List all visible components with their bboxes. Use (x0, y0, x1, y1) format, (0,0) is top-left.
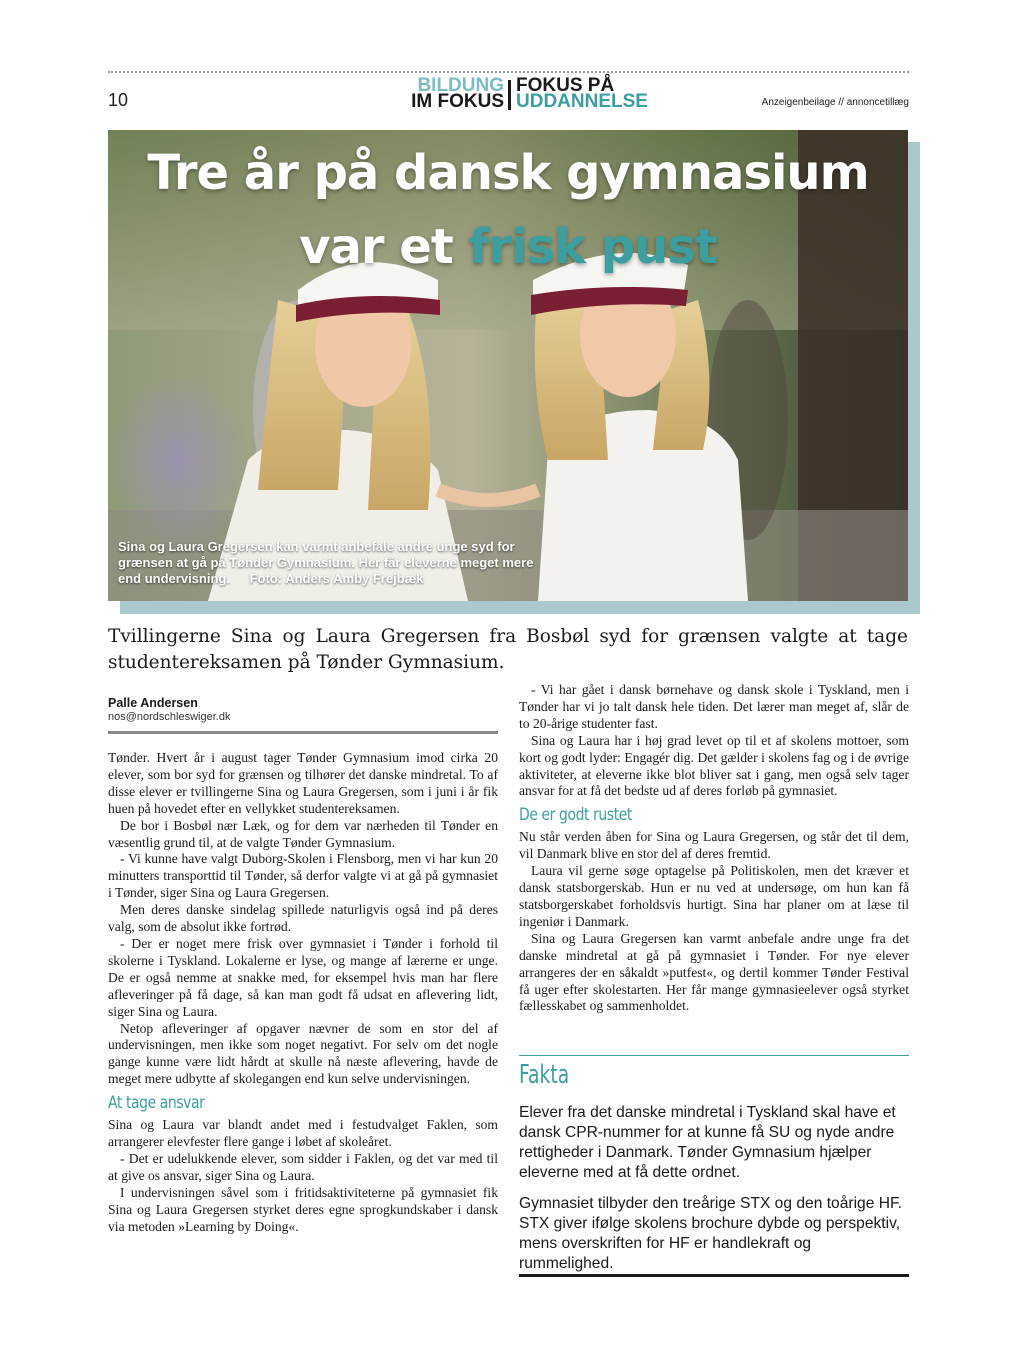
headline-line-2 (108, 210, 908, 284)
paragraph: Sina og Laura Gregersen kan varmt anbefale andre unge fra det danske mindretal at gå på gymnasiet i Tønder. For nye elever arrangeres der en såkaldt »putfest«, og dertil kommer Tønder Festival få uger efter skolestarten. Her får mange gymnasieelever også styrket fællesskabet og sammenholdet. (519, 930, 909, 1014)
body-column-left (108, 750, 498, 1235)
paragraph: Tønder. Hvert år i august tager Tønder Gymnasium imod cirka 20 elever, som bor syd for grænsen og tilhører det danske mindretal. To af disse elever er tvillingerne Sina og Laura Gregersen, som i juni i år fik huen på hovedet efter en vellykket studentereksamen. (108, 750, 498, 816)
caption-text: Sina og Laura Gregersen kan varmt anbefale andre unge syd for grænsen at gå på Tønder Gymnasium. Her får eleverne meget mere end undervisning. (118, 539, 534, 586)
top-dotted-rule (108, 71, 909, 73)
photo-caption (118, 539, 538, 587)
paragraph: I undervisningen såvel som i fritidsaktiviteterne på gymnasiet fik Sina og Laura Gregersen styrket deres egne sprogkundskaber i dansk via metoden »Learning by Doing«. (108, 1184, 498, 1234)
paragraph: Sina og Laura har i høj grad levet op til et af skolens mottoer, som kort og godt lyder: Engagér dig. Det gælder i skolens fag og i de øvrige aktiviteter, at eleverne ikke blot bliver sat i gang, men også selv tager ansvar for at få det bedste ud af deres forløb på gymnasiet. (519, 732, 909, 799)
paragraph: De bor i Bosbøl nær Læk, og for dem var nærheden til Tønder en væsentlig grund til, at de valgte Tønder Gymnasium. (108, 817, 498, 850)
fakta-box (519, 1103, 909, 1274)
paragraph: - Vi kunne have valgt Duborg-Skolen i Flensborg, men vi har kun 20 minutters transporttid til Tønder, så derfor valgte vi at gå på gymnasiet i Tønder, siger Sina og Laura Gregersen. (108, 851, 498, 901)
masthead-left-bottom: IM FOKUS (411, 91, 504, 112)
fakta-title: Fakta (519, 1060, 570, 1090)
masthead-left (398, 75, 504, 112)
paragraph: Netop afleveringer af opgaver nævner de som en stor del af undervisningen, men ikke som noget negativt. For selv om det nogle gange kunne være lidt hårdt at skulle nå næste aflevering, havde de meget mere udbytte af skolegangen end kun selve undervisningen. (108, 1020, 498, 1087)
byline (108, 696, 498, 723)
masthead-logo (398, 75, 668, 114)
body-column-right (519, 682, 909, 1015)
paragraph: Nu står verden åben for Sina og Laura Gregersen, og står det til dem, vil Danmark blive en stor del af deres fremtid. (519, 829, 909, 862)
fakta-bottom-rule (519, 1274, 909, 1277)
masthead-divider (508, 80, 511, 110)
subheading: De er godt rustet (519, 805, 632, 826)
masthead-left-top: BILDUNG (417, 75, 504, 96)
fakta-top-rule (519, 1055, 909, 1056)
paragraph: - Vi har gået i dansk børnehave og dansk skole i Tyskland, men i Tønder har vi jo talt dansk hele tiden. Det lærer man meget af, slår de to 20-årige studenter fast. (519, 682, 909, 731)
photo-credit: Foto: Anders Amby Frejbæk (249, 571, 424, 586)
fakta-paragraph: Elever fra det danske mindretal i Tyskland skal have et dansk CPR-nummer for at kunne få SU og nyde andre rettigheder i Danmark. Tønder Gymnasium hjælper eleverne med at få dette ordnet. (519, 1104, 896, 1181)
author-email: nos@nordschleswiger.dk (108, 711, 231, 723)
paragraph: - Der er noget mere frisk over gymnasiet i Tønder i forhold til skolerne i Tyskland. Lokalerne er lyse, og mange af lærerne er unge. De er også nemme at snakke med, for eksempel hvis man har flere afleveringer på få dage, så kan man godt få udsat en aflevering lidt, siger Sina og Laura. (108, 935, 498, 1019)
author-name: Palle Andersen (108, 696, 198, 710)
page-number: 10 (108, 90, 129, 110)
masthead-right (516, 75, 676, 112)
supplement-label: Anzeigenbeilage // annoncetillæg (761, 97, 909, 108)
masthead-right-bottom: UDDANNELSE (516, 91, 648, 112)
article-headline (108, 136, 908, 284)
subheading: At tage ansvar (108, 1093, 205, 1114)
paragraph: Sina og Laura var blandt andet med i festudvalget Faklen, som arrangerer elevfester flere gange i løbet af skoleåret. (108, 1117, 498, 1150)
fakta-paragraph: Gymnasiet tilbyder den treårige STX og den toårige HF. STX giver ifølge skolens brochure dybde og perspektiv, mens overskriften for HF er handlekraft og rummelighed. (519, 1195, 903, 1272)
headline-accent: frisk pust (468, 219, 717, 275)
paragraph: Men deres danske sindelag spillede naturligvis også ind på deres valg, som de absolut ikke fortrød. (108, 902, 498, 935)
paragraph: Laura vil gerne søge optagelse på Politiskolen, men det kræver et dansk statsborgerskab. Hun er nu ved at undersøge, om hun kan få statsborgerskabet forholdsvis hurtigt. Sina har planer om at læse til ingeniør i Danmark. (519, 863, 909, 929)
article-lead: Tvillingerne Sina og Laura Gregersen fra Bosbøl syd for grænsen valgte at tage studentereksamen på Tønder Gymnasium. (108, 626, 908, 673)
byline-rule (108, 731, 498, 734)
paragraph: - Det er udelukkende elever, som sidder i Faklen, og det var med til at give os ansvar, siger Sina og Laura. (108, 1150, 498, 1183)
masthead-right-top: FOKUS PÅ (516, 75, 615, 96)
hero-photo (108, 130, 908, 601)
headline-line-1: Tre år på dansk gymnasium (147, 145, 869, 201)
headline-line-2-start: var et (299, 219, 453, 275)
